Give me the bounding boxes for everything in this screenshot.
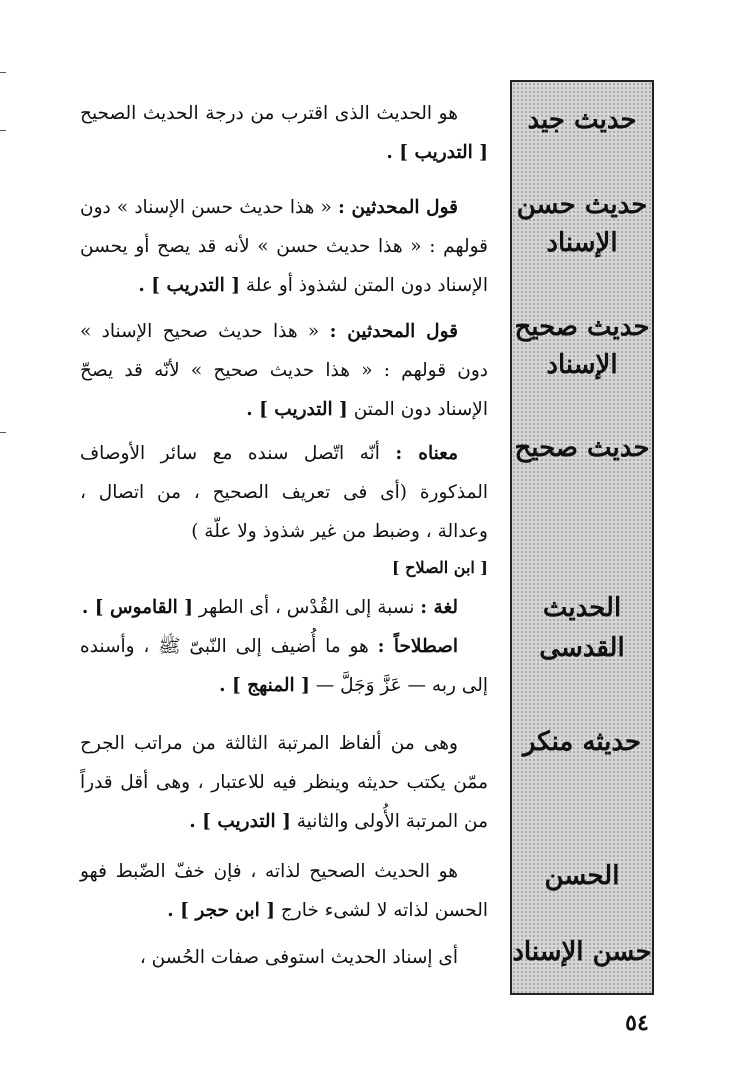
- entry-reference-istilah: [ المنهج ] .: [219, 675, 310, 696]
- entry-reference: [ ابن حجر ] .: [167, 900, 275, 921]
- term-hadith-sahih-isnad: حديث صحيح الإسناد: [514, 312, 650, 380]
- entry-hasan-isnad: [80, 188, 488, 305]
- entry-text: « هذا حديث صحيح الإسناد » دون قولهم : « هذا حديث صحيح » لأنّه قد يصحّ الإسناد دون المتن: [80, 321, 488, 420]
- margin-mark: [0, 130, 6, 131]
- entry-text-lugha: نسبة إلى القُدْس ، أى الطهر: [198, 597, 415, 618]
- term-husn-isnad: حسن الإسناد: [512, 937, 652, 967]
- entry-reference-lugha: [ القاموس ] .: [81, 597, 193, 618]
- terms-sidebar: [510, 80, 654, 995]
- term-al-hasan: الحسن: [544, 861, 620, 891]
- entry-husn-isnad: [80, 938, 488, 977]
- entry-sahih: [80, 434, 488, 585]
- term-hadith-hasan-isnad: حديث حسن الإسناد: [516, 190, 648, 258]
- margin-mark: [0, 432, 6, 433]
- margin-mark: [0, 72, 6, 73]
- entry-text-istilah: هو ما أُضيف إلى النّبىّ ﷺ ، وأسنده إلى ربه — عَزَّ وَجَلَّ —: [80, 636, 488, 696]
- entry-hasan: [80, 852, 488, 930]
- term-hadith-qudsi: الحديث القدسى: [539, 593, 625, 663]
- entry-sahih-isnad: [80, 312, 488, 429]
- entry-qudsi: [80, 588, 488, 705]
- entry-reference: [ التدريب ] .: [386, 142, 488, 163]
- entry-text: هو الحديث الذى اقترب من درجة الحديث الصحيح: [80, 103, 458, 124]
- term-hadith-jayyid: حديث جيد: [527, 105, 637, 135]
- entry-lead: قول المحدثين :: [329, 321, 458, 342]
- entry-text: أنّه اتّصل سنده مع سائر الأوصاف المذكورة (أى فى تعريف الصحيح ، من اتصال ، وعدالة ، وضبط من غير شذوذ ولا علّة ): [80, 443, 488, 542]
- entry-text: أى إسناد الحديث استوفى صفات الحُسن ،: [139, 947, 458, 968]
- term-hadith-sahih: حديث صحيح: [514, 433, 650, 463]
- entry-text: « هذا حديث حسن الإسناد » دون قولهم : « هذا حديث حسن » لأنه قد يصح أو يحسن الإسناد دون المتن لشذوذ أو علة: [80, 197, 488, 296]
- entry-lead: معناه :: [395, 443, 458, 464]
- term-hadithuhu-munkar: حديثه منكر: [522, 727, 642, 757]
- entry-reference: [ التدريب ] .: [138, 275, 240, 296]
- entry-reference: [ التدريب ] .: [189, 811, 291, 832]
- entry-reference: [ ابن الصلاح ]: [392, 558, 488, 577]
- entry-lead: قول المحدثين :: [338, 197, 458, 218]
- entry-text: وهى من ألفاظ المرتبة الثالثة من مراتب الجرح ممّن يكتب حديثه وينظر فيه للاعتبار ، وهى أقل قدراً من المرتبة الأُولى والثانية: [80, 733, 488, 832]
- entry-text: هو الحديث الصحيح لذاته ، فإن خفّ الضّبط فهو الحسن لذاته لا لشىء خارج: [80, 861, 488, 921]
- entry-reference: [ التدريب ] .: [246, 399, 348, 420]
- entry-munkar: [80, 724, 488, 841]
- entry-jayyid: [80, 94, 488, 172]
- entry-lead-lugha: لغة :: [420, 597, 458, 618]
- page-number: ٥٤: [625, 1010, 649, 1036]
- entry-lead-istilah: اصطلاحاً :: [377, 636, 458, 657]
